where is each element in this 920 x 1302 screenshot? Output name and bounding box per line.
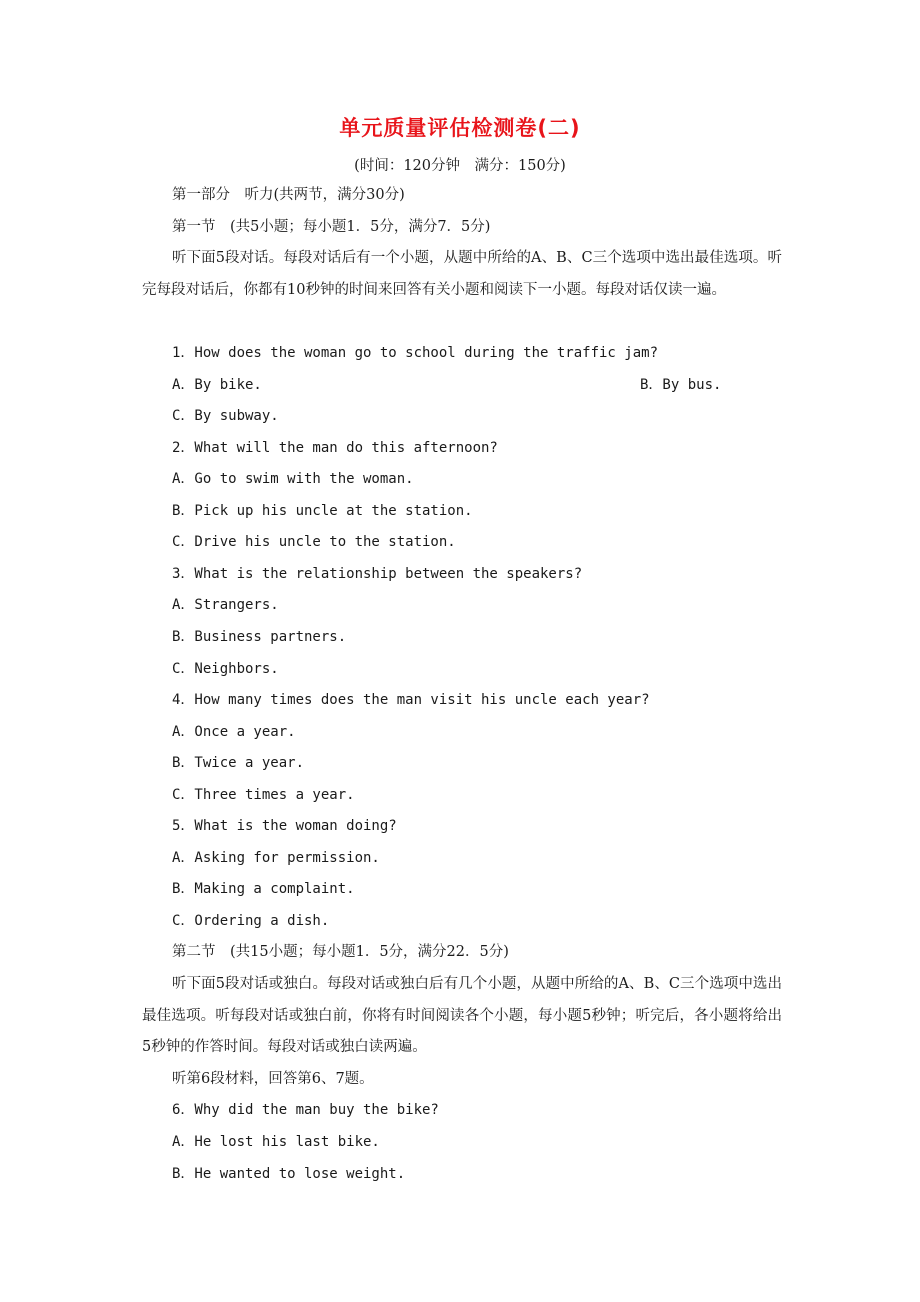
question-1-option-a bbox=[172, 375, 812, 395]
question-3-option-a: A．Strangers. bbox=[172, 597, 279, 613]
question-4-option-b: B．Twice a year. bbox=[172, 755, 305, 771]
part1-heading: 第一部分 听力(共两节，满分30分) bbox=[172, 187, 405, 203]
option-text: A．By bike. bbox=[172, 377, 262, 393]
question-3-option-b: B．Business partners. bbox=[172, 629, 347, 645]
question-5: 5．What is the woman doing? bbox=[172, 818, 397, 834]
question-6-option-b: B．He wanted to lose weight. bbox=[172, 1166, 406, 1182]
section1-heading: 第一节 (共5小题；每小题1．5分，满分7．5分) bbox=[172, 219, 491, 235]
question-2: 2．What will the man do this afternoon? bbox=[172, 440, 498, 456]
question-4-option-a: A．Once a year. bbox=[172, 724, 296, 740]
question-5-option-a: A．Asking for permission. bbox=[172, 850, 380, 866]
page-title: 单元质量评估检测卷(二) bbox=[339, 116, 581, 140]
question-3-option-c: C．Neighbors. bbox=[172, 661, 279, 677]
material-6-instruction: 听第6段材料，回答第6、7题。 bbox=[172, 1071, 374, 1087]
question-6: 6．Why did the man buy the bike? bbox=[172, 1102, 439, 1118]
question-5-option-c: C．Ordering a dish. bbox=[172, 913, 330, 929]
question-1-option-c: C．By subway. bbox=[172, 408, 279, 424]
question-4: 4．How many times does the man visit his uncle each year? bbox=[172, 692, 650, 708]
question-2-option-b: B．Pick up his uncle at the station. bbox=[172, 503, 473, 519]
question-2-option-c: C．Drive his uncle to the station. bbox=[172, 534, 456, 550]
section2-instructions: 听下面5段对话或独白。每段对话或独白后有几个小题，从题中所给的A、B、C三个选项中选出最佳选项。听每段对话或独白前，你将有时间阅读各个小题，每小题5秒钟；听完后，各小题将给出5秒钟的作答时间。每段对话或独白读两遍。 bbox=[142, 976, 782, 1055]
question-1-option-b: B．By bus. bbox=[640, 377, 722, 393]
question-3: 3．What is the relationship between the speakers? bbox=[172, 566, 583, 582]
section1-instructions: 听下面5段对话。每段对话后有一个小题，从题中所给的A、B、C三个选项中选出最佳选项。听完每段对话后，你都有10秒钟的时间来回答有关小题和阅读下一小题。每段对话仅读一遍。 bbox=[142, 250, 782, 298]
section2-heading: 第二节 (共15小题；每小题1．5分，满分22．5分) bbox=[172, 944, 509, 960]
question-4-option-c: C．Three times a year. bbox=[172, 787, 355, 803]
question-6-option-a: A．He lost his last bike. bbox=[172, 1134, 380, 1150]
question-1: 1．How does the woman go to school during the traffic jam? bbox=[172, 345, 659, 361]
time-and-score: (时间：120分钟 满分：150分) bbox=[354, 158, 566, 174]
question-5-option-b: B．Making a complaint. bbox=[172, 881, 355, 897]
question-2-option-a: A．Go to swim with the woman. bbox=[172, 471, 414, 487]
